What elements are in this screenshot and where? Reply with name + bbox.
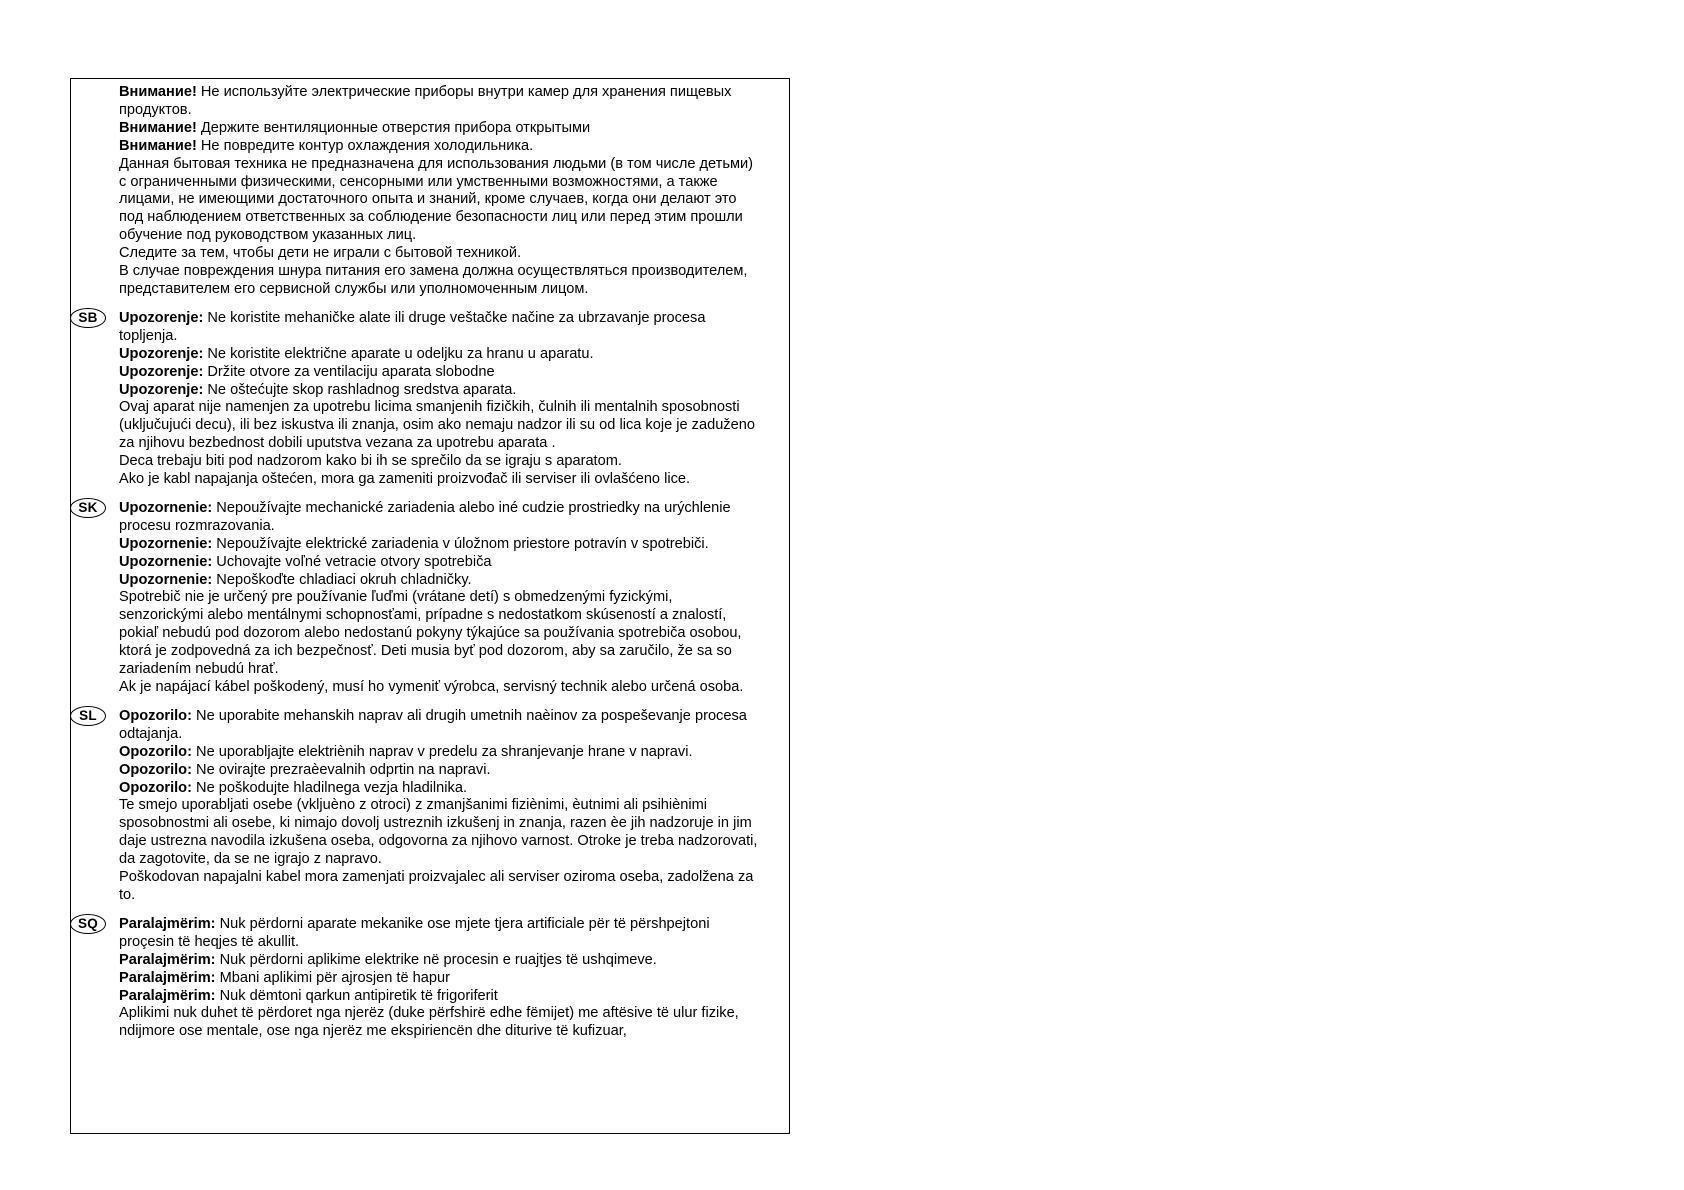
paragraph-text: Ne oštećujte skop rashladnog sredstva aparata. [203,381,517,398]
section-sb [78,309,759,489]
warning-label: Paralajmërim: [119,915,216,932]
paragraph [119,554,759,572]
paragraph [119,679,759,697]
warning-label: Upozorenje: [119,345,204,362]
paragraph [119,120,759,138]
warning-label: Upozornenie: [119,499,213,516]
warning-label: Upozorenje: [119,309,204,326]
paragraph-text: Ne uporabite mehanskih naprav ali drugih umetnih naèinov za pospeševanje procesa odtajanja. [119,707,747,742]
paragraph-text: Deca trebaju biti pod nadzorom kako bi ih se sprečilo da se igraju s aparatom. [119,453,622,470]
document-body [77,84,759,1052]
paragraph-text: Nepoužívajte elektrické zariadenia v úložnom priestore potravín v spotrebiči. [212,535,709,552]
paragraph [119,869,759,905]
warning-label: Внимание! [119,137,197,154]
warning-label: Upozorenje: [119,381,204,398]
language-badge-sk: SK [70,498,106,518]
paragraph-text: Nuk dëmtoni qarkun antipiretik të frigoriferit [215,987,498,1004]
paragraph-text: Ne koristite električne aparate u odeljku za hranu u aparatu. [203,345,594,362]
paragraph [119,245,759,263]
paragraph [119,471,759,489]
warning-label: Paralajmërim: [119,969,216,986]
paragraph-text: Nuk përdorni aplikime elektrike në procesin e ruajtjes të ushqimeve. [215,951,657,968]
warning-label: Внимание! [119,84,197,100]
paragraph [119,780,759,798]
paragraph-text: Uchovajte voľné vetracie otvory spotrebiča [212,553,492,570]
warning-label: Upozornenie: [119,535,213,552]
paragraph-text: Te smejo uporabljati osebe (vkljuèno z otroci) z zmanjšanimi fiziènimi, èutnimi ali psihiènimi sposobnostmi ali osebe, ki nimajo dovolj ustreznih izkušenj in znanja, razen èe jih nadzoruje in jim daje ustrezna navodila izkušena oseba, odgovorna za njihovo varnost. Otroke je treba nadzorovati, da zagotovite, da se ne igrajo z napravo. [119,797,758,868]
paragraph-text: Ako je kabl napajanja oštećen, mora ga zameniti proizvođač ili serviser ili ovlašćeno lice. [119,471,691,488]
paragraph [119,536,759,554]
paragraph [119,138,759,156]
paragraph [119,310,759,346]
section-sq [77,915,759,1041]
paragraph [119,84,759,120]
paragraph [119,797,759,869]
paragraph [119,156,759,246]
paragraph-text: Ne poškodujte hladilnega vezja hladilnika. [191,779,467,796]
paragraph [119,988,759,1006]
paragraph-text: Ne uporabljajte elektriènih naprav v predelu za shranjevanje hrane v napravi. [191,743,693,760]
language-badge-sl: SL [70,706,106,726]
paragraph-text: В случае повреждения шнура питания его замена должна осуществляться производителем, представителем его сервисной службы или уполномоченным лицом. [119,263,748,297]
paragraph [119,364,759,382]
paragraph-text: Nuk përdorni aparate mekanike ose mjete tjera artificiale për të përshpejtoni proçesin të heqjes të akullit. [119,915,710,950]
warning-label: Upozornenie: [119,571,213,588]
paragraph [119,453,759,471]
paragraph [119,572,759,590]
warning-label: Opozorilo: [119,761,192,778]
language-badge-sq: SQ [70,914,106,934]
paragraph-text: Ovaj aparat nije namenjen za upotrebu licima smanjenih fizičkih, čulnih ili mentalnih sposobnosti (uključujući decu), ili bez iskustva ili znanja, osim ako nemaju nadzor ili su od lica koje je zaduženo za njihovu bezbednost dobili uputstva vezana za upotrebu aparata . [119,399,755,452]
warning-label: Paralajmërim: [119,951,216,968]
paragraph [119,589,759,679]
paragraph-text: Не используйте электрические приборы внутри камер для хранения пищевых продуктов. [119,84,732,118]
warning-label: Opozorilo: [119,707,192,724]
warning-label: Upozornenie: [119,553,213,570]
language-badge-sb: SB [70,308,106,328]
paragraph-text: Следите за тем, чтобы дети не играли с бытовой техникой. [119,245,522,262]
paragraph [119,346,759,364]
paragraph-text: Держите вентиляционные отверстия прибора открытыми [196,119,591,136]
warning-label: Upozorenje: [119,363,204,380]
paragraph [119,916,759,952]
warning-label: Opozorilo: [119,779,192,796]
paragraph-text: Nepoškoďte chladiaci okruh chladničky. [212,571,472,588]
paragraph [119,1005,759,1041]
paragraph-text: Не повредите контур охлаждения холодильника. [196,137,534,154]
paragraph [119,708,759,744]
paragraph [119,970,759,988]
paragraph-text: Ne koristite mehaničke alate ili druge veštačke načine za ubrzavanje procesa topljenja. [119,309,706,344]
warning-label: Paralajmërim: [119,987,216,1004]
section-ru [119,84,759,299]
paragraph-text: Aplikimi nuk duhet të përdoret nga njerëz (duke përfshirë edhe fëmijet) me aftësive të ulur fizike, ndijmore ose mentale, ose nga njerëz me ekspiriencën dhe diturive të kufizuar, [119,1005,739,1040]
section-sl [79,707,759,905]
paragraph-text: Spotrebič nie je určený pre používanie ľuďmi (vrátane detí) s obmedzenými fyzickými, senzorickými alebo mentálnymi schopnosťami, prípadne s nedostatkom skúseností a znalostí, pokiaľ nebudú pod dozorom alebo nedostanú pokyny týkajúce sa používania spotrebiča osobou, ktorá je zodpovedná za ich bezpečnosť. Deti musia byť pod dozorom, aby sa zaručilo, že sa so zariadením nebudú hrať. [119,589,742,678]
paragraph-text: Данная бытовая техника не предназначена для использования людьми (в том числе детьми) с ограниченными физическими, сенсорными или умственными возможностями, а также лицами, не имеющими достаточного опыта и знаний, кроме случаев, когда они делают это под наблюдением ответственных за соблюдение безопасности лиц или перед этим прошли обучение под руководством указанных лиц. [119,155,753,244]
paragraph-text: Ak je napájací kábel poškodený, musí ho vymeniť výrobca, servisný technik alebo určená osoba. [119,679,744,695]
paragraph-text: Ne ovirajte prezraèevalnih odprtin na napravi. [191,761,491,778]
paragraph [119,744,759,762]
paragraph-text: Poškodovan napajalni kabel mora zamenjati proizvajalec ali serviser oziroma oseba, zadolžena za to. [119,869,754,903]
warning-label: Opozorilo: [119,743,192,760]
paragraph [119,382,759,400]
paragraph [119,500,759,536]
paragraph [119,762,759,780]
warning-label: Внимание! [119,119,197,136]
paragraph [119,399,759,453]
paragraph-text: Nepoužívajte mechanické zariadenia alebo iné cudzie prostriedky na urýchlenie procesu rozmrazovania. [119,499,731,534]
section-sk [78,499,759,697]
paragraph [119,952,759,970]
paragraph-text: Držite otvore za ventilaciju aparata slobodne [203,363,495,380]
paragraph [119,263,759,299]
paragraph-text: Mbani aplikimi për ajrosjen të hapur [215,969,450,986]
